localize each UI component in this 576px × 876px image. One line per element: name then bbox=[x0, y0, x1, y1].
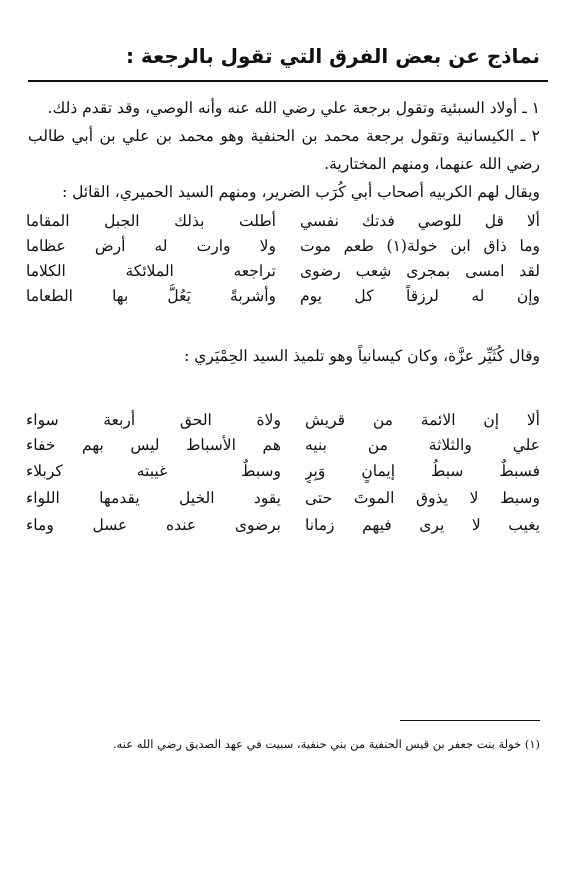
verse-first-hemistich: علي والثلاثة من بنيه bbox=[305, 436, 540, 454]
verse-second-hemistich: برضوى عنده عسل وماء bbox=[26, 516, 281, 534]
paragraph-1: ١ ـ أولاد السبئية وتقول برجعة علي رضي الله عنه وأنه الوصي، وقد تقدم ذلك. bbox=[47, 99, 540, 117]
verse-second-hemistich: ولاة الحق أربعة سواء bbox=[26, 411, 281, 429]
paragraph-2: ٢ ـ الكيسانية وتقول برجعة محمد بن الحنفية وهو محمد بن علي بن أبي طالب رضي الله عنهما، ومنهم المختارية. bbox=[28, 127, 540, 173]
verse-second-hemistich: تراجعه الملائكة الكلاما bbox=[26, 262, 276, 280]
heading-underline bbox=[28, 80, 548, 82]
verse-first-hemistich: وما ذاق ابن خولة(١) طعم موت bbox=[300, 237, 540, 255]
verse-first-hemistich: وسبط لا يذوق الموتَ حتى bbox=[305, 489, 540, 507]
verse-second-hemistich: ولا وارت له أرض عظاما bbox=[26, 237, 276, 255]
poem-verse bbox=[26, 259, 540, 283]
verse-first-hemistich: وإن له لرزقاً كل يوم bbox=[300, 287, 540, 305]
verse-second-hemistich: وسبطٌ غيبته كربلاء bbox=[26, 462, 281, 480]
poem-verse bbox=[26, 459, 540, 483]
poem-verse bbox=[26, 513, 540, 537]
poem-verse bbox=[26, 284, 540, 308]
verse-first-hemistich: فسبطٌ سبطُ إيمانٍ وَبِرٍ bbox=[305, 462, 540, 480]
verse-second-hemistich: يقود الخيل يقدمها اللواء bbox=[26, 489, 281, 507]
verse-first-hemistich: يغيب لا يرى فيهم زمانا bbox=[305, 516, 540, 534]
footnote-separator bbox=[400, 720, 540, 721]
verse-second-hemistich: أطلت بذلك الجبل المقاما bbox=[26, 212, 276, 230]
poem-verse bbox=[26, 486, 540, 510]
verse-second-hemistich: هم الأسباط ليس بهم خفاء bbox=[26, 436, 281, 454]
verse-second-hemistich: وأشربةً يَعُلُّ بها الطعاما bbox=[26, 287, 276, 305]
footnote: (١) خولة بنت جعفر بن قيس الحنفية من بني حنفية، سبيت في عهد الصديق رضي الله عنه. bbox=[112, 737, 540, 751]
poem-verse bbox=[26, 209, 540, 233]
poem-verse bbox=[26, 433, 540, 457]
verse-first-hemistich: لقد امسى بمجرى شِعب رضوى bbox=[300, 262, 540, 280]
poem-verse bbox=[26, 234, 540, 258]
paragraph-3: ويقال لهم الكربيه أصحاب أبي كُرَب الضرير، ومنهم السيد الحميري، القائل : bbox=[61, 183, 540, 201]
poem-2-intro: وقال كُثَيِّر عزَّة، وكان كيسانياً وهو تلميذ السيد الحِمْيَري : bbox=[184, 347, 540, 365]
poem-verse bbox=[26, 408, 540, 432]
verse-first-hemistich: ألا إن الائمة من قريش bbox=[305, 411, 540, 429]
section-heading: نماذج عن بعض الفرق التي تقول بالرجعة : bbox=[125, 44, 540, 68]
verse-first-hemistich: ألا قل للوصي فدتك نفسي bbox=[300, 212, 540, 230]
